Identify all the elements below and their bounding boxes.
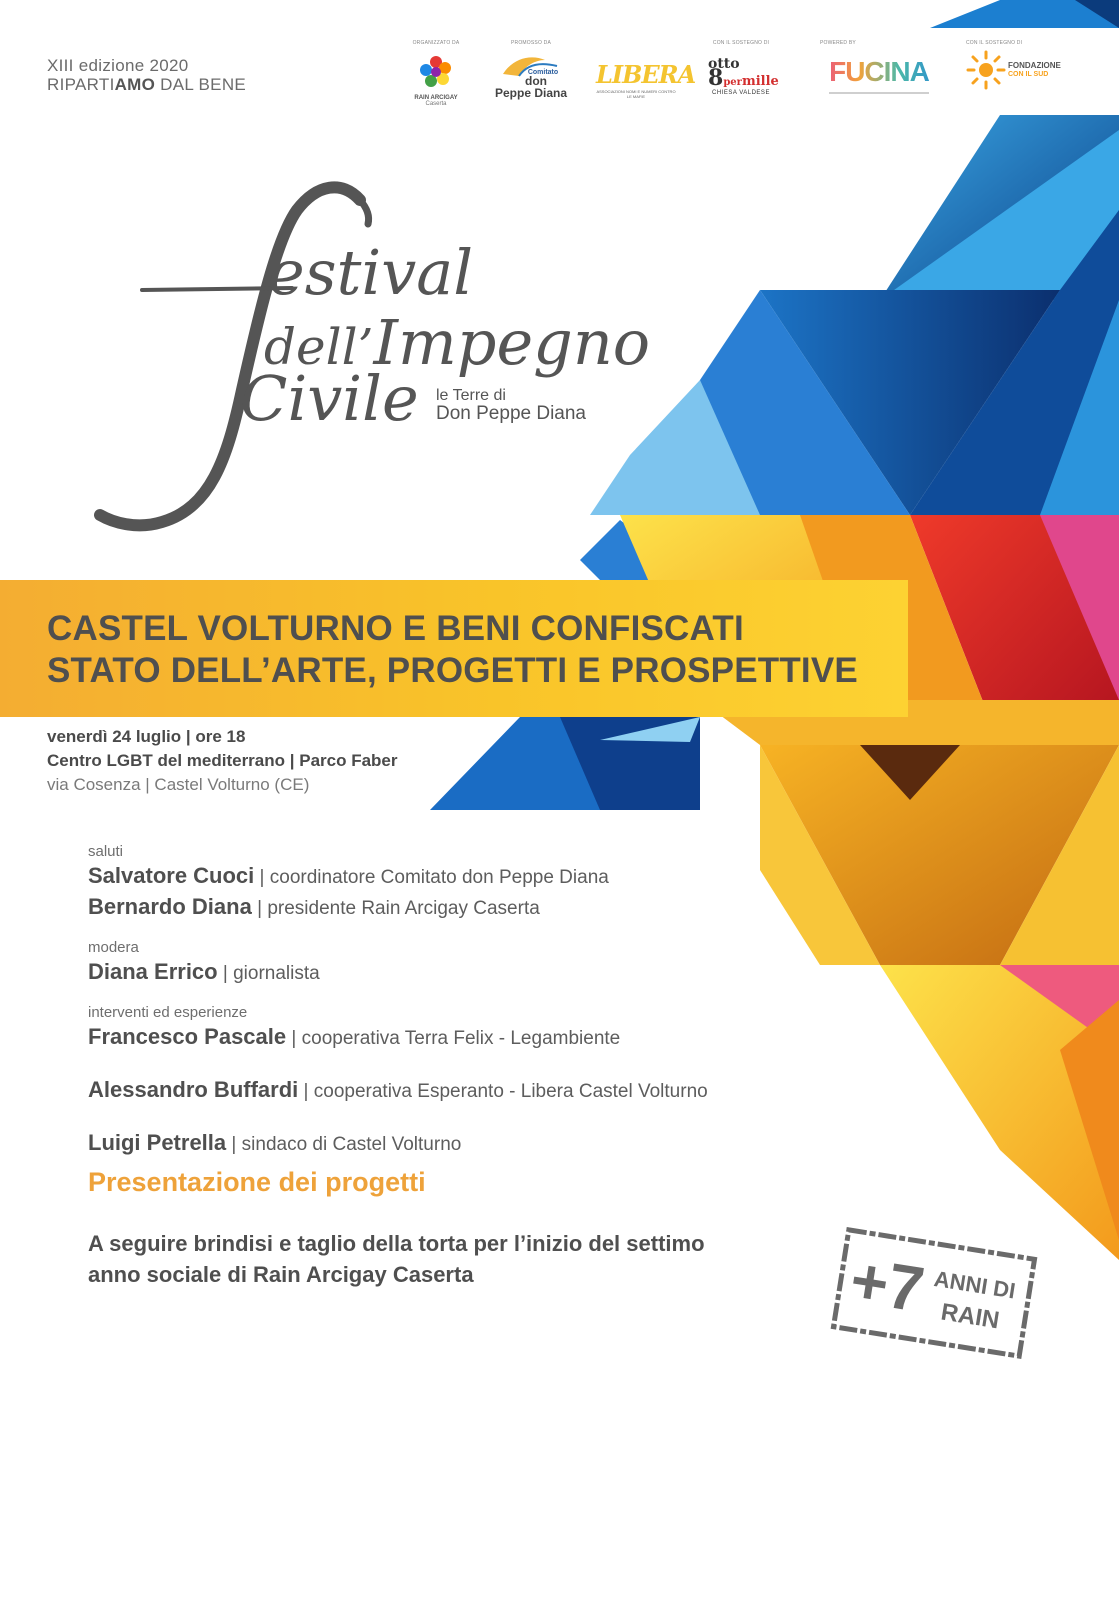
closing-line: anno sociale di Rain Arcigay Caserta <box>88 1262 474 1287</box>
logo-text: otto <box>708 56 740 72</box>
speaker-role: | coordinatore Comitato don Peppe Diana <box>254 867 609 888</box>
fondazione-lockup <box>966 50 1066 90</box>
event-details <box>47 725 398 797</box>
stamp-number: +7 <box>845 1243 929 1326</box>
festival-subtitle-line: le Terre di <box>436 387 506 404</box>
logo-text: RAIN ARCIGAY <box>414 95 458 101</box>
logo-text: LIBERA <box>596 60 696 89</box>
speaker-row <box>88 892 848 923</box>
speaker-role: | sindaco di Castel Volturno <box>226 1134 462 1155</box>
logo-caption: CON IL SOSTEGNO DI <box>712 40 770 46</box>
logo-sub: CHIESA VALDESE <box>712 90 770 96</box>
logo-text: don <box>525 74 547 88</box>
logo-fucina <box>820 40 938 94</box>
presentation-heading: Presentazione dei progetti <box>88 1167 426 1197</box>
stamp-line: ANNI DI <box>932 1266 1018 1304</box>
festival-word-impegno: Impegno <box>373 306 651 379</box>
logo-sub: ASSOCIAZIONI NOMI E NUMERI CONTRO LE MAFIE <box>596 89 676 99</box>
festival-word-dell: dell’ <box>264 318 374 376</box>
sun-icon <box>966 50 1006 90</box>
logo-text: per <box>723 77 742 88</box>
logo-caption: PROMOSSO DA <box>511 40 551 46</box>
logo-text: Peppe Diana <box>494 86 568 100</box>
tagline-part-bold: AMO <box>114 75 156 94</box>
tagline-part: DAL BENE <box>155 75 247 94</box>
logo-caption: ORGANIZZATO DA <box>412 40 460 46</box>
logo-sub: Caserta <box>425 101 447 107</box>
section-label-moderator: modera <box>88 939 139 956</box>
speaker-role: | presidente Rain Arcigay Caserta <box>251 898 540 919</box>
speaker-role: | giornalista <box>217 963 320 984</box>
logo-caption: POWERED BY <box>820 40 856 46</box>
logo-text: 8 <box>708 65 724 91</box>
program <box>88 843 848 1290</box>
logo-text: FONDAZIONE <box>1008 61 1061 70</box>
speaker-name: Salvatore Cuoci <box>88 863 255 888</box>
event-date: venerdì 24 luglio | ore 18 <box>47 727 246 746</box>
closing-line: A seguire brindisi e taglio della torta per l’inizio del settimo <box>88 1231 705 1256</box>
fucina-underline <box>829 92 929 94</box>
libera-wordmark <box>596 60 696 89</box>
edition-year: XIII edizione 2020 <box>47 56 189 75</box>
speaker-role: | cooperativa Terra Felix - Legambiente <box>286 1028 621 1049</box>
fucina-wordmark: FUCINA <box>820 56 938 88</box>
edition-label <box>47 56 246 94</box>
event-title <box>47 608 858 692</box>
speaker-role: | cooperativa Esperanto - Libera Castel Volturno <box>298 1081 708 1102</box>
speaker-row <box>88 1022 848 1053</box>
logo-otto-per-mille <box>704 40 778 96</box>
event-address: via Cosenza | Castel Volturno (CE) <box>47 775 310 794</box>
speaker-row <box>88 1075 848 1106</box>
speaker-name: Diana Errico <box>88 959 218 984</box>
tagline-part: RIPARTI <box>47 75 115 94</box>
otto-per-mille-wordmark <box>704 56 778 90</box>
event-title-line: STATO DELL’ARTE, PROGETTI E PROSPETTIVE <box>47 651 858 690</box>
speaker-name: Bernardo Diana <box>88 894 252 919</box>
speaker-row <box>88 861 848 892</box>
festival-subtitle <box>436 387 586 423</box>
festival-word-civile: Civile <box>240 362 419 435</box>
logo-text: CON IL SUD <box>1008 71 1049 78</box>
section-label-talks: interventi ed esperienze <box>88 1004 248 1021</box>
logo-text: mille <box>741 74 779 89</box>
event-venue: Centro LGBT del mediterrano | Parco Faber <box>47 751 398 770</box>
event-title-line: CASTEL VOLTURNO E BENI CONFISCATI <box>47 609 744 648</box>
speaker-row <box>88 1128 848 1159</box>
stamp-line: RAIN <box>939 1298 1002 1335</box>
speaker-name: Francesco Pascale <box>88 1024 287 1049</box>
logo-rain-arcigay <box>404 40 468 107</box>
speaker-row <box>88 957 848 988</box>
rainbow-flower-icon <box>418 54 454 90</box>
speaker-name: Alessandro Buffardi <box>88 1077 299 1102</box>
logo-libera <box>596 40 696 99</box>
logo-caption: CON IL SOSTEGNO DI <box>966 40 1023 46</box>
fondazione-text <box>1008 61 1061 79</box>
speaker-name: Luigi Petrella <box>88 1130 227 1155</box>
festival-subtitle-line: Don Peppe Diana <box>436 403 586 424</box>
festival-word-estival: estival <box>268 236 474 309</box>
closing-note <box>88 1228 848 1290</box>
logo-comitato <box>486 40 576 100</box>
section-label-greetings: saluti <box>88 843 124 860</box>
edition-tagline <box>47 75 246 94</box>
logo-fondazione-con-il-sud <box>966 40 1066 90</box>
logo-text: Comitato <box>527 69 559 76</box>
